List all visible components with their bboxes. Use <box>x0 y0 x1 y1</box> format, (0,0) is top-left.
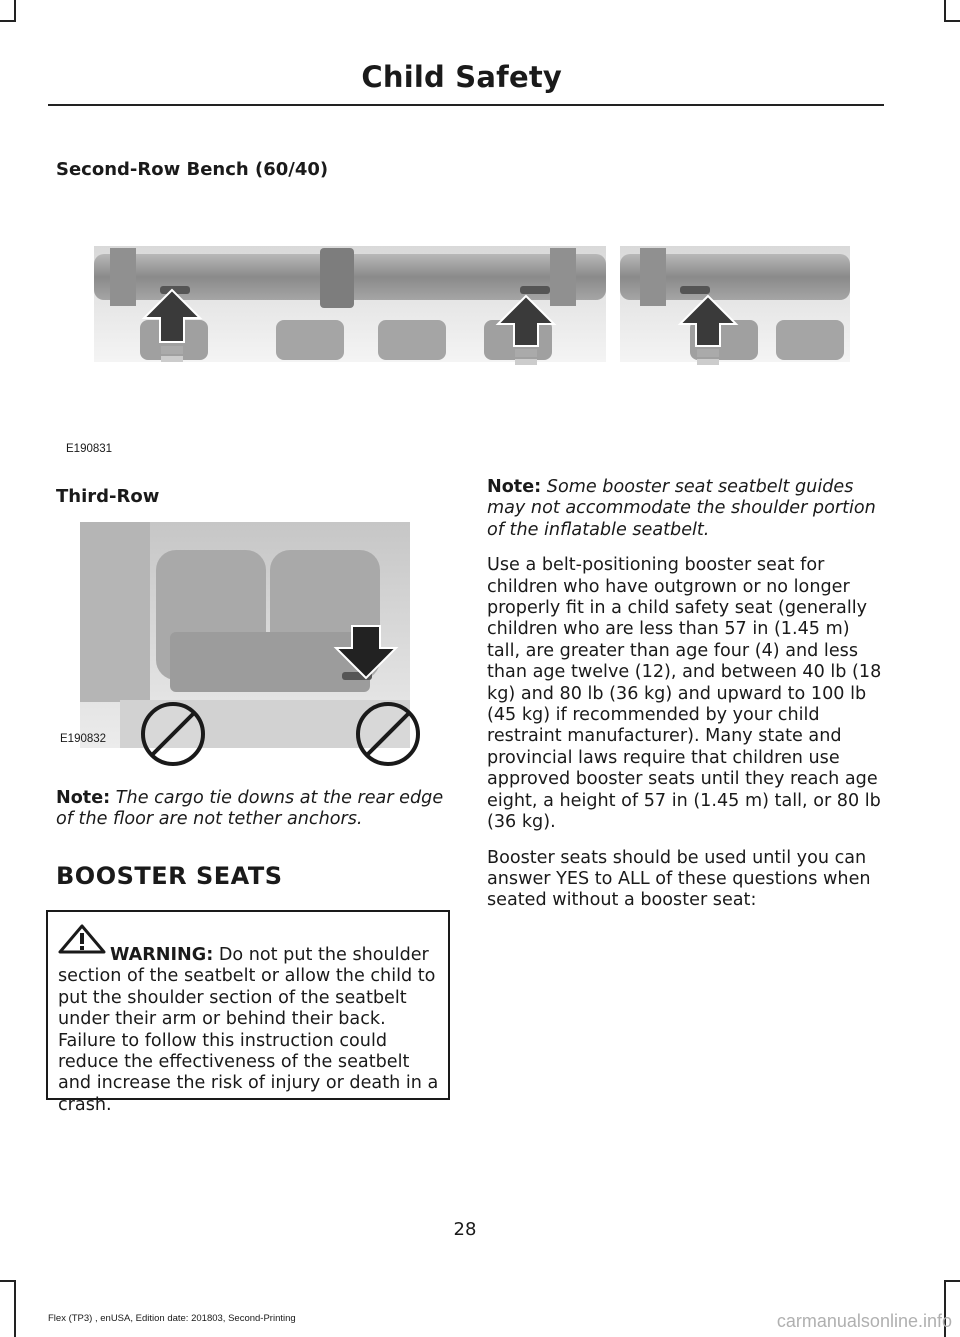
page-title: Child Safety <box>361 60 562 94</box>
warning-box <box>46 910 450 1115</box>
crop-mark <box>944 20 960 22</box>
crop-mark <box>0 20 16 22</box>
warning-text <box>58 945 446 1116</box>
page-number: 28 <box>453 1219 477 1240</box>
crop-mark <box>0 1280 16 1282</box>
booster-seats-heading: BOOSTER SEATS <box>56 862 283 890</box>
crop-mark <box>944 1280 960 1282</box>
crop-mark <box>14 0 16 22</box>
second-row-bench-illustration <box>80 232 870 372</box>
note-label: Note: <box>487 477 542 497</box>
left-note <box>56 788 448 845</box>
footer-edition: Flex (TP3) , enUSA, Edition date: 201803, Second-Printing <box>48 1313 296 1324</box>
second-row-heading: Second-Row Bench (60/40) <box>56 159 329 180</box>
third-row-heading: Third-Row <box>56 486 160 507</box>
watermark: carmanualsonline.info <box>776 1311 952 1331</box>
note-text: The cargo tie downs at the rear edge of the floor are not tether anchors. <box>56 788 444 830</box>
right-column <box>487 477 882 926</box>
booster-paragraph-2: Booster seats should be used until you can answer YES to ALL of these questions when seated without a booster seat: <box>487 847 871 911</box>
booster-paragraph-1: Use a belt-positioning booster seat for children who have outgrown or no longer properly fit in a child safety seat (generally children who are less than 57 in (1.45 m) tall, are greater than age four (4) and less than age twelve (12), and between 40 lb (18 kg) and 80 lb (36 kg) and upward to 100 lb (45 kg) if recommended by your child restraint manufacturer). Many state and provincial laws require that children use approved booster seats until they reach age eight, a height of 57 in (1.45 m) tall, or 80 lb (36 kg). <box>487 555 882 833</box>
header-divider <box>48 104 884 106</box>
figure-id: E190832 <box>60 733 107 745</box>
warning-label: WARNING: <box>110 945 214 965</box>
warning-body: Do not put the shoulder section of the seatbelt or allow the child to put the shoulder section of the seatbelt under their arm or behind their back. Failure to follow this instruction could reduce the effectiveness of the seatbelt and increase the risk of injury or death in a crash. <box>58 945 439 1115</box>
crop-mark <box>944 0 946 22</box>
crop-mark <box>14 1280 16 1337</box>
note-label: Note: <box>56 788 111 808</box>
figure-id: E190831 <box>66 443 113 455</box>
note-text: Some booster seat seatbelt guides may not accommodate the shoulder portion of the inflatable seatbelt. <box>487 477 876 540</box>
third-row-illustration <box>80 522 420 770</box>
